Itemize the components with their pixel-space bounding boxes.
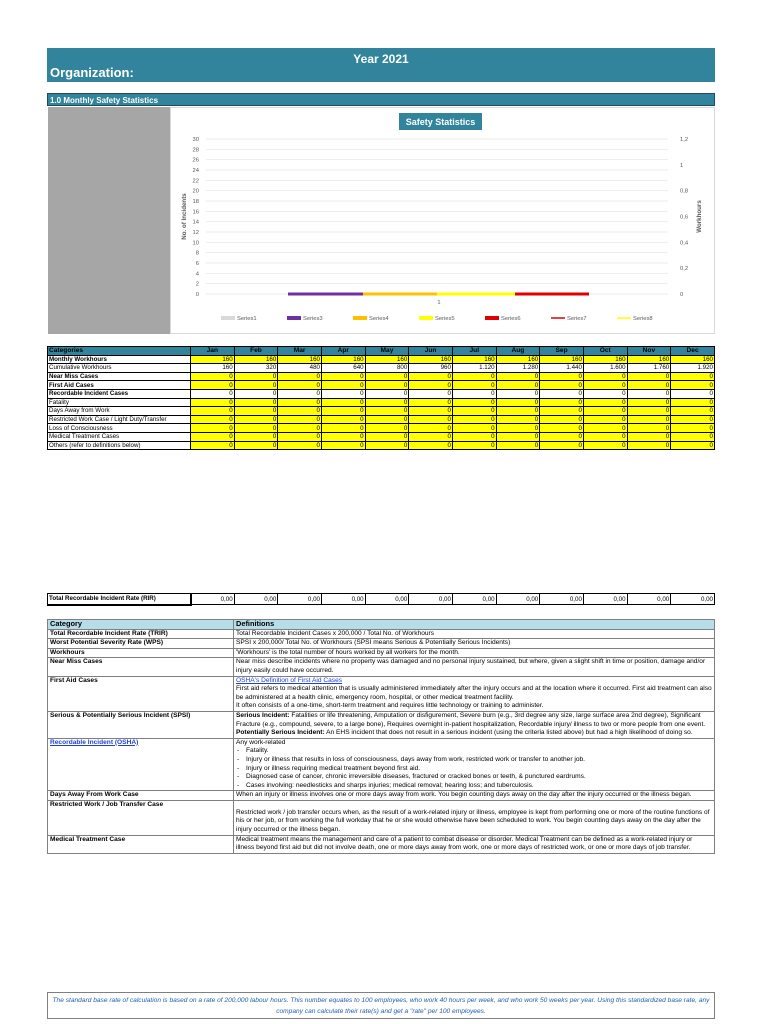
stats-row	[48, 372, 715, 381]
def-text: Restricted work / job transfer occurs when, as the result of a work-related injury or illness, employee is kept from performing one or more of the routine functions of his or her job, or from working the full workday that he or she would otherwise have been scheduled to work. You begin counting days away on the day after the injury occurred or the illness began.	[234, 800, 715, 835]
stats-cell[interactable]: 0	[278, 432, 322, 441]
stats-cell[interactable]: 0	[671, 381, 715, 390]
stats-cell[interactable]: 0	[278, 441, 322, 450]
def-cat: Workhours	[48, 648, 234, 658]
y2-tick-label: 0,4	[680, 240, 689, 247]
stats-row	[48, 415, 715, 424]
y-tick-label: 12	[192, 230, 199, 236]
stats-cell[interactable]: 0	[234, 424, 278, 433]
stats-cell[interactable]: 0	[583, 415, 627, 424]
col-month: Jun	[409, 347, 453, 356]
y-tick-label: 26	[192, 157, 199, 164]
def-cat	[48, 738, 234, 791]
col-month: Dec	[671, 347, 715, 356]
stats-cell[interactable]: 0	[409, 424, 453, 433]
def-text	[234, 738, 715, 791]
stats-cell[interactable]: 0	[191, 398, 235, 407]
col-month: May	[365, 347, 409, 356]
recordable-item: - Fatality.	[236, 747, 712, 756]
stats-cell: 1.440	[540, 364, 584, 373]
stats-cell[interactable]: 0	[234, 398, 278, 407]
stats-cell: 0	[627, 389, 671, 398]
stats-cell[interactable]: 0	[321, 424, 365, 433]
rir-value: 0,00	[409, 594, 453, 605]
stats-cell[interactable]: 0	[496, 398, 540, 407]
legend-label: Series1	[237, 316, 257, 322]
def-text: When an injury or illness involves one or more days away from work. You begin counting days away on the day after the injury occurred or the illness began.	[234, 791, 715, 801]
rir-value: 0,00	[583, 594, 627, 605]
def-text	[234, 676, 715, 711]
col-month: Feb	[234, 347, 278, 356]
stats-cell[interactable]: 0	[278, 381, 322, 390]
col-month: Oct	[583, 347, 627, 356]
stats-row	[48, 398, 715, 407]
stats-cell[interactable]: 0	[409, 398, 453, 407]
footnote: The standard base rate of calculation is based on a rate of 200,000 labour hours. This number equates to 100 employees, who work 40 hours per week, and who work 50 weeks per year. Using this standardized base rate, any company can calculate their rate(s) and get a "rate" per 100 employees.	[47, 992, 715, 1019]
y-tick-label: 30	[192, 137, 199, 143]
def-row-trir	[48, 629, 715, 639]
stats-cell[interactable]: 0	[409, 407, 453, 416]
stats-cell[interactable]: 0	[540, 372, 584, 381]
recordable-item: - Injury or illness that results in loss of consciousness, days away from work, restricted work or transfer to another job.	[236, 756, 712, 765]
stats-cell[interactable]: 0	[496, 424, 540, 433]
def-text	[234, 711, 715, 738]
def-cat: Restricted Work / Job Transfer Case	[48, 800, 234, 835]
stats-cell[interactable]: 0	[321, 432, 365, 441]
safety-statistics-chart	[170, 107, 715, 334]
stats-cell[interactable]: 0	[321, 415, 365, 424]
stats-cell[interactable]: 0	[496, 407, 540, 416]
stats-cell: 480	[278, 364, 322, 373]
stats-cell: 0	[321, 389, 365, 398]
def-cat: Total Recordable Incident Rate (TRIR)	[48, 629, 234, 639]
stats-cell[interactable]: 0	[191, 381, 235, 390]
stats-cell: 0	[452, 389, 496, 398]
rir-value: 0,00	[191, 594, 235, 605]
rir-value: 0,00	[540, 594, 584, 605]
col-month: Jan	[191, 347, 235, 356]
serious-label: Serious Incident:	[236, 711, 290, 719]
stats-cell[interactable]: 0	[583, 372, 627, 381]
stats-cell[interactable]: 0	[496, 381, 540, 390]
def-cat: Serious & Potentially Serious Incident (SPSI)	[48, 711, 234, 738]
stats-cell: 160	[191, 364, 235, 373]
col-month: Jul	[452, 347, 496, 356]
stats-cell[interactable]: 0	[321, 398, 365, 407]
stats-cell[interactable]: 0	[191, 372, 235, 381]
recordable-item: - Injury or illness requiring medical treatment beyond first aid.	[236, 765, 712, 774]
y-tick-label: 10	[192, 240, 199, 247]
rir-value: 0,00	[278, 594, 322, 605]
col-month: Aug	[496, 347, 540, 356]
stats-cell[interactable]: 0	[583, 441, 627, 450]
stats-cell[interactable]: 0	[234, 432, 278, 441]
stats-cell[interactable]: 0	[452, 372, 496, 381]
stats-cell[interactable]: 0	[321, 381, 365, 390]
rir-value: 0,00	[365, 594, 409, 605]
stats-cell[interactable]: 0	[278, 372, 322, 381]
col-month: Sep	[540, 347, 584, 356]
stats-cell[interactable]: 0	[365, 381, 409, 390]
y-tick-label: 14	[192, 219, 199, 226]
def-text: SPSI x 200,000/ Total No. of Workhours (SPSI means Serious & Potentially Serious Incidents)	[234, 639, 715, 649]
stats-cell[interactable]: 0	[452, 407, 496, 416]
rir-value: 0,00	[627, 594, 671, 605]
legend-label: Series4	[369, 316, 389, 322]
y-tick-label: 22	[192, 178, 199, 185]
grey-panel	[48, 107, 170, 334]
stats-cell[interactable]: 0	[409, 441, 453, 450]
stats-cell[interactable]: 0	[627, 398, 671, 407]
rir-label: Total Recordable Incident Rate (RIR)	[48, 594, 191, 605]
recordable-osha-link[interactable]: Recordable Incident (OSHA)	[50, 738, 139, 746]
row-label: Recordable Incident Cases	[48, 389, 191, 398]
row-label: Near Miss Cases	[48, 372, 191, 381]
stats-cell[interactable]: 160	[540, 355, 584, 364]
stats-cell: 800	[365, 364, 409, 373]
stats-cell: 1.120	[452, 364, 496, 373]
legend-label: Series6	[501, 316, 521, 322]
stats-cell[interactable]: 0	[191, 407, 235, 416]
stats-cell[interactable]: 0	[321, 372, 365, 381]
y-tick-label: 2	[195, 281, 199, 288]
def-text: Total Recordable Incident Cases x 200,000 / Total No. of Workhours	[234, 629, 715, 639]
serious-text: Fatalities or life threatening, Amputation or disfigurement, Severe burn (e.g., 3rd degree any size, large surface area 2nd degree), Significant Fracture (e.g., compound, severe, to a large bone), Requires overnight in-patient hospitalization, Recordable injury/ illness to two or more people from one event.	[236, 711, 706, 728]
stats-cell[interactable]: 160	[671, 355, 715, 364]
row-label: Cumulative Workhours	[48, 364, 191, 373]
stats-cell[interactable]: 0	[671, 398, 715, 407]
stats-cell[interactable]: 0	[671, 424, 715, 433]
def-row-restricted	[48, 800, 715, 835]
stats-cell[interactable]: 0	[278, 424, 322, 433]
def-row-spsi	[48, 711, 715, 738]
stats-cell[interactable]: 0	[365, 432, 409, 441]
y2-tick-label: 0,8	[680, 188, 689, 195]
legend-swatch	[485, 316, 499, 320]
def-cat: Days Away From Work Case	[48, 791, 234, 801]
stats-cell[interactable]: 0	[365, 424, 409, 433]
stats-cell[interactable]: 0	[278, 415, 322, 424]
recordable-intro: Any work-related	[236, 738, 286, 746]
monthly-stats-table	[47, 346, 715, 450]
stats-cell[interactable]: 0	[365, 372, 409, 381]
stats-cell[interactable]: 0	[627, 407, 671, 416]
stats-cell[interactable]: 0	[321, 407, 365, 416]
row-label: Monthly Workhours	[48, 355, 191, 364]
stats-cell[interactable]: 0	[234, 407, 278, 416]
stats-cell[interactable]: 0	[671, 415, 715, 424]
stats-cell: 0	[540, 389, 584, 398]
stats-cell[interactable]: 160	[409, 355, 453, 364]
stats-cell[interactable]: 0	[540, 441, 584, 450]
col-category: Category	[48, 620, 234, 630]
stats-cell[interactable]: 0	[583, 381, 627, 390]
stats-cell: 1.920	[671, 364, 715, 373]
stats-cell[interactable]: 0	[583, 407, 627, 416]
definitions-table	[47, 619, 715, 854]
stats-cell[interactable]: 0	[452, 415, 496, 424]
stats-cell[interactable]: 0	[409, 415, 453, 424]
potential-label: Potentially Serious Incident:	[236, 729, 325, 737]
stats-cell[interactable]: 0	[365, 415, 409, 424]
stats-cell[interactable]: 160	[321, 355, 365, 364]
rir-value: 0,00	[321, 594, 365, 605]
def-cat: Worst Potential Severity Rate (WPS)	[48, 639, 234, 649]
col-definitions: Definitions	[234, 620, 715, 630]
stats-cell: 960	[409, 364, 453, 373]
stats-cell[interactable]: 0	[496, 432, 540, 441]
y2-axis-label: Workhours	[696, 200, 703, 233]
row-label: Others (refer to definitions below)	[48, 441, 191, 450]
stats-cell[interactable]: 160	[365, 355, 409, 364]
stats-cell[interactable]: 0	[627, 381, 671, 390]
row-label: Loss of Consciousness	[48, 424, 191, 433]
stats-cell[interactable]: 0	[409, 381, 453, 390]
stats-cell[interactable]: 0	[452, 424, 496, 433]
y-tick-label: 20	[192, 188, 199, 195]
rir-row	[48, 594, 715, 605]
stats-cell: 1.280	[496, 364, 540, 373]
col-categories: Categories	[48, 347, 191, 356]
y-tick-label: 16	[192, 209, 199, 216]
stats-row	[48, 355, 715, 364]
stats-cell[interactable]: 0	[452, 441, 496, 450]
stats-cell[interactable]: 0	[627, 415, 671, 424]
first-aid-text: First aid refers to medical attention that is usually administered immediately after the injury occurs and at the location where it occurred. First aid treatment can also be administered at a health clinic, emergency room, hospital, or other medical treatment facility.	[236, 685, 712, 701]
def-row-firstaid	[48, 676, 715, 711]
y2-tick-label: 1,2	[680, 137, 689, 143]
row-label: Days Away from Work	[48, 407, 191, 416]
stats-cell: 640	[321, 364, 365, 373]
stats-cell[interactable]: 0	[234, 372, 278, 381]
stats-cell[interactable]: 160	[496, 355, 540, 364]
recordable-item: - Cases involving: needlesticks and sharps injuries; medical removal; hearing loss; and tuberculosis.	[236, 782, 712, 791]
stats-row	[48, 389, 715, 398]
row-label: Medical Treatment Cases	[48, 432, 191, 441]
stats-cell[interactable]: 0	[671, 407, 715, 416]
stats-cell[interactable]: 160	[452, 355, 496, 364]
stats-cell[interactable]: 0	[191, 415, 235, 424]
def-text: Near miss describe incidents where no property was damaged and no personal injury sustained, but where, given a slight shift in time or position, damage and/or injury easily could have occurred.	[234, 658, 715, 676]
stats-cell[interactable]: 0	[627, 432, 671, 441]
stats-cell[interactable]: 0	[583, 432, 627, 441]
rir-value: 0,00	[234, 594, 278, 605]
y-axis-label: No. of Incidents	[181, 193, 188, 240]
legend-swatch	[419, 316, 433, 320]
stats-cell[interactable]: 0	[191, 432, 235, 441]
legend-label: Series8	[633, 316, 653, 322]
def-row-workhours	[48, 648, 715, 658]
stats-cell[interactable]: 0	[540, 407, 584, 416]
stats-cell[interactable]: 0	[671, 372, 715, 381]
stats-cell[interactable]: 0	[234, 381, 278, 390]
stats-cell[interactable]: 160	[278, 355, 322, 364]
y2-tick-label: 0,6	[680, 214, 689, 221]
stats-cell[interactable]: 160	[627, 355, 671, 364]
recordable-item: - Diagnosed case of cancer, chronic irreversible diseases, fractured or cracked bones or teeth, & punctured eardrums.	[236, 773, 712, 782]
stats-row	[48, 432, 715, 441]
report-header	[47, 48, 715, 82]
stats-cell: 0	[496, 389, 540, 398]
y2-tick-label: 0	[680, 292, 684, 298]
stats-row	[48, 364, 715, 373]
row-label: Fatality	[48, 398, 191, 407]
y-tick-label: 6	[195, 261, 199, 267]
stats-cell[interactable]: 0	[540, 398, 584, 407]
stats-cell[interactable]: 0	[496, 415, 540, 424]
y-tick-label: 0	[195, 292, 199, 298]
y-tick-label: 18	[192, 199, 199, 205]
stats-cell: 0	[583, 389, 627, 398]
stats-row	[48, 381, 715, 390]
legend-swatch	[287, 316, 301, 320]
stats-cell[interactable]: 0	[452, 398, 496, 407]
legend-label: Series3	[303, 316, 323, 322]
stats-cell[interactable]: 0	[627, 441, 671, 450]
stats-row	[48, 424, 715, 433]
y-tick-label: 4	[195, 271, 199, 278]
def-cat: Near Miss Cases	[48, 658, 234, 676]
stats-cell: 1.760	[627, 364, 671, 373]
stats-cell[interactable]: 0	[452, 432, 496, 441]
col-month: Nov	[627, 347, 671, 356]
stats-cell: 0	[671, 389, 715, 398]
def-cat: Medical Treatment Case	[48, 835, 234, 853]
stats-cell[interactable]: 160	[191, 355, 235, 364]
y-tick-label: 24	[192, 168, 199, 174]
stats-cell[interactable]: 0	[671, 432, 715, 441]
stats-cell: 0	[278, 389, 322, 398]
stats-cell: 320	[234, 364, 278, 373]
def-row-daysaway	[48, 791, 715, 801]
organization-label: Organization:	[50, 65, 134, 80]
stats-cell[interactable]: 0	[321, 441, 365, 450]
rir-value: 0,00	[496, 594, 540, 605]
definitions-header-row	[48, 620, 715, 630]
stats-cell[interactable]: 0	[496, 372, 540, 381]
stats-cell[interactable]: 0	[540, 424, 584, 433]
potential-text: An EHS incident that does not result in a serious incident (using the criteria listed above) but had a high likelihood of doing so.	[324, 729, 693, 737]
rir-value: 0,00	[452, 594, 496, 605]
osha-first-aid-link[interactable]: OSHA's Definition of First Aid Cases	[236, 676, 343, 684]
stats-cell: 1.600	[583, 364, 627, 373]
def-text: Medical treatment means the management and care of a patient to combat disease or disorder. Medical Treatment can be defined as a work-related injury or illness beyond first aid but did not involve death, one or more days away from work, one or more days of restricted work, or one or more days of job transfer.	[234, 835, 715, 853]
row-label: First Aid Cases	[48, 381, 191, 390]
chart-svg	[171, 108, 716, 335]
year-title: Year 2021	[353, 52, 409, 66]
stats-cell[interactable]: 0	[627, 372, 671, 381]
stats-cell[interactable]: 0	[278, 407, 322, 416]
def-row-medical	[48, 835, 715, 853]
stats-cell[interactable]: 0	[583, 424, 627, 433]
stats-cell: 0	[191, 389, 235, 398]
stats-row	[48, 441, 715, 450]
section-title: 1.0 Monthly Safety Statistics	[47, 93, 715, 106]
y2-tick-label: 1	[680, 162, 684, 169]
stats-cell[interactable]: 160	[234, 355, 278, 364]
stats-cell[interactable]: 0	[627, 424, 671, 433]
legend-label: Series5	[435, 316, 455, 322]
stats-cell[interactable]: 160	[583, 355, 627, 364]
stats-cell[interactable]: 0	[496, 441, 540, 450]
def-text: 'Workhours' is the total number of hours worked by all workers for the month.	[234, 648, 715, 658]
stats-cell[interactable]: 0	[191, 441, 235, 450]
col-month: Mar	[278, 347, 322, 356]
chart-title: Safety Statistics	[405, 117, 476, 127]
stats-cell[interactable]: 0	[365, 407, 409, 416]
def-row-nearmiss	[48, 658, 715, 676]
def-row-recordable	[48, 738, 715, 791]
stats-cell[interactable]: 0	[234, 415, 278, 424]
stats-cell: 0	[234, 389, 278, 398]
stats-cell[interactable]: 0	[540, 381, 584, 390]
x-tick-label: 1	[437, 300, 441, 306]
stats-cell[interactable]: 0	[191, 424, 235, 433]
def-row-wps	[48, 639, 715, 649]
stats-cell[interactable]: 0	[409, 372, 453, 381]
y-tick-label: 8	[195, 250, 199, 257]
stats-cell[interactable]: 0	[540, 432, 584, 441]
recordable-list	[236, 747, 712, 790]
stats-row	[48, 407, 715, 416]
legend-swatch	[221, 316, 235, 320]
stats-cell[interactable]: 0	[234, 441, 278, 450]
y2-tick-label: 0,2	[680, 266, 689, 273]
rir-value: 0,00	[671, 594, 715, 605]
first-aid-text-2: It often consists of a one-time, short-term treatment and requires little technology or training to administer.	[236, 702, 544, 710]
stats-cell[interactable]: 0	[365, 441, 409, 450]
stats-cell[interactable]: 0	[409, 432, 453, 441]
stats-cell[interactable]: 0	[452, 381, 496, 390]
col-month: Apr	[321, 347, 365, 356]
stats-header-row	[48, 347, 715, 356]
legend-label: Series7	[567, 316, 587, 322]
stats-cell[interactable]: 0	[278, 398, 322, 407]
stats-cell[interactable]: 0	[540, 415, 584, 424]
stats-cell[interactable]: 0	[365, 398, 409, 407]
legend-swatch	[353, 316, 367, 320]
stats-cell[interactable]: 0	[583, 398, 627, 407]
stats-cell: 0	[365, 389, 409, 398]
def-cat: First Aid Cases	[48, 676, 234, 711]
stats-cell: 0	[409, 389, 453, 398]
y-tick-label: 28	[192, 147, 199, 154]
stats-cell[interactable]: 0	[671, 441, 715, 450]
rir-table	[47, 593, 715, 606]
row-label: Restricted Work Case / Light Duty/Transfer	[48, 415, 191, 424]
